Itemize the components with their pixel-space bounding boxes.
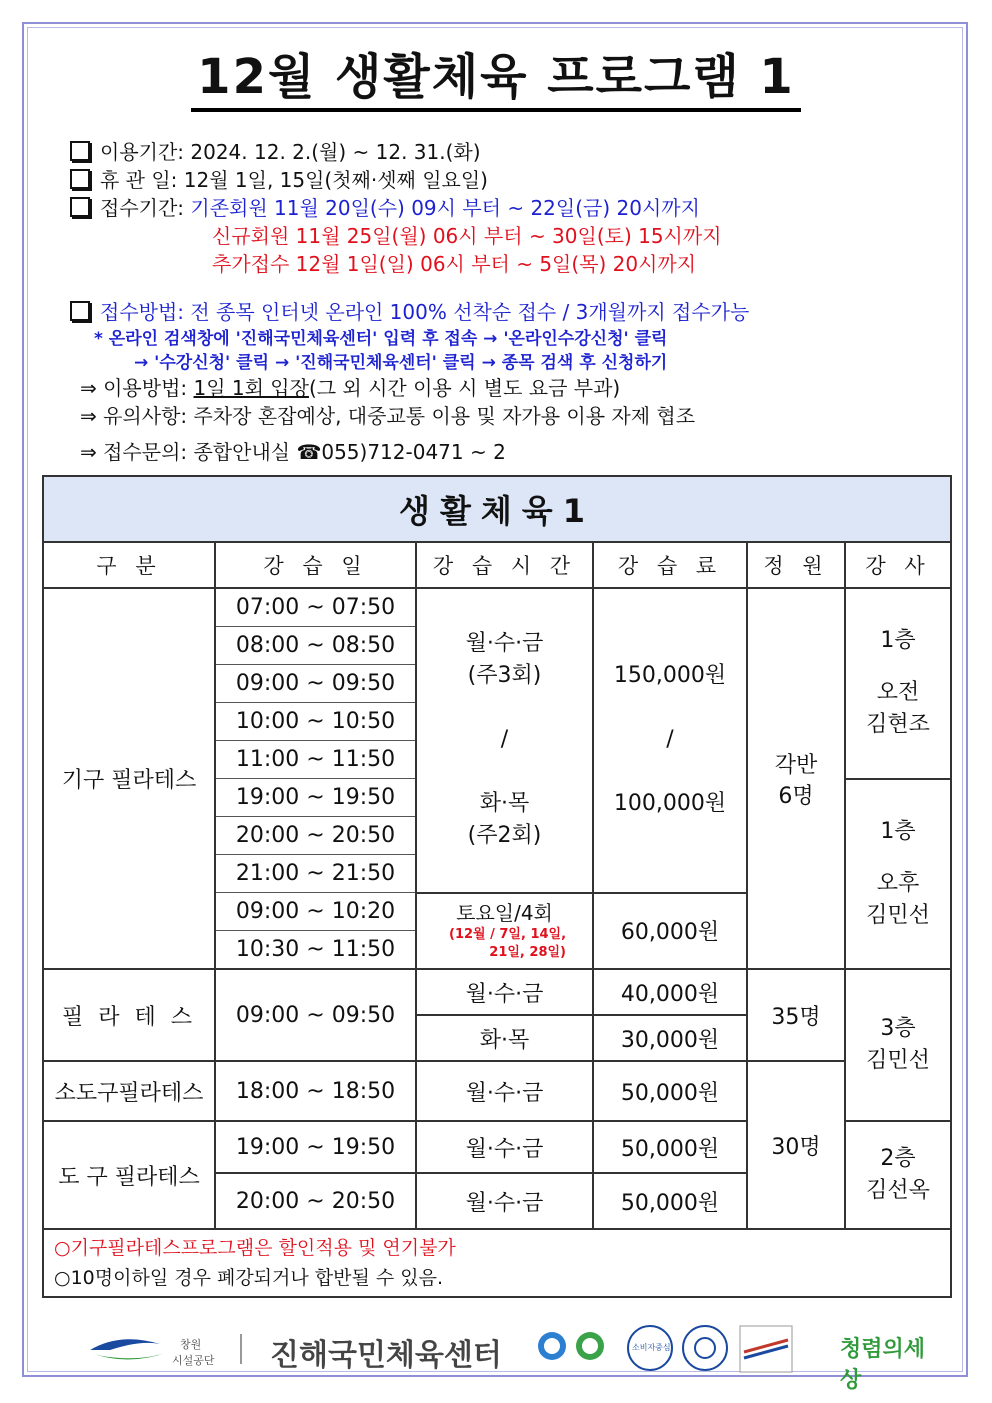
notes-row <box>43 1229 951 1297</box>
time-slot: 08:00 ~ 08:50 <box>215 627 416 665</box>
time-slot: 21:00 ~ 21:50 <box>215 855 416 893</box>
header-category: 구 분 <box>43 542 215 588</box>
reg-label: 접수기간: <box>100 196 191 220</box>
tool-fee-1: 50,000원 <box>593 1121 747 1173</box>
equip-fee-a: 150,000원 <box>613 663 727 689</box>
info-method <box>70 296 749 325</box>
tool-inst-floor: 2층 <box>880 1146 916 1171</box>
equip-fee-slash: / <box>666 727 674 753</box>
table-header-row <box>43 542 951 588</box>
reg-extra: 추가접수 12월 1일(일) 06시 부터 ~ 5일(목) 20시까지 <box>212 252 697 276</box>
org-logo-icon <box>90 1339 168 1359</box>
program-pilates-name: 필 라 테 스 <box>43 969 215 1061</box>
time-slot: 10:00 ~ 10:50 <box>215 703 416 741</box>
inst-am-time: 오전 <box>876 680 920 706</box>
program-equip-name: 기구 필라테스 <box>43 588 215 969</box>
equip-days-slash: / <box>500 727 509 753</box>
tool-days-2: 월·수·금 <box>416 1173 593 1229</box>
info-period <box>70 136 481 165</box>
tool-fee-2: 50,000원 <box>593 1173 747 1229</box>
equip-days-b: 화·목 <box>479 791 530 817</box>
certification-icon <box>740 1326 792 1372</box>
time-slot: 09:00 ~ 10:20 <box>215 893 416 931</box>
page-title-wrap <box>0 48 992 112</box>
usage-suffix: (그 외 시간 이용 시 별도 요금 부과) <box>308 376 621 400</box>
note-2: ○10명이하일 경우 폐강되거나 합반될 수 있음. <box>54 1267 444 1289</box>
mascot-icon <box>538 1332 604 1360</box>
method-note-2: → '수강신청' 클릭 → '진해국민체육센터' 클릭 → 종목 검색 후 신청하기 <box>134 353 668 373</box>
info-contact: ⇒ 접수문의: 종합안내실 ☎055)712-0471 ~ 2 <box>80 440 506 464</box>
small-fee: 50,000원 <box>593 1061 747 1121</box>
checkbox-icon <box>70 301 90 321</box>
pilates-inst-name: 김민선 <box>866 1048 930 1073</box>
info-registration <box>70 192 700 221</box>
info-closed-text: 휴 관 일: 12월 1일, 15일(첫째·셋째 일요일) <box>100 168 488 192</box>
inst-pm-name: 김민선 <box>866 902 930 928</box>
time-slot: 19:00 ~ 19:50 <box>215 779 416 817</box>
info-closed <box>70 164 488 193</box>
equip-saturday: 토요일/4회 <box>456 900 553 925</box>
page-title: 12월 생활체육 프로그램 1 <box>191 48 801 112</box>
tool-capacity: 30명 <box>747 1061 845 1229</box>
slogan: 청렴의세상 <box>840 1337 926 1393</box>
checkbox-icon <box>70 141 90 161</box>
divider <box>240 1334 242 1364</box>
sat-note-1: (12월 / 7일, 14일, <box>449 926 567 942</box>
header-days: 강 습 일 <box>215 542 416 588</box>
tool-time-2: 20:00 ~ 20:50 <box>215 1173 416 1229</box>
checkbox-icon <box>70 197 90 217</box>
program-small-name: 소도구필라테스 <box>43 1061 215 1121</box>
small-days: 월·수·금 <box>416 1061 593 1121</box>
pilates-time: 09:00 ~ 09:50 <box>215 969 416 1061</box>
reg-new: 신규회원 11월 25일(월) 06시 부터 ~ 30일(토) 15시까지 <box>212 224 722 248</box>
time-slot: 11:00 ~ 11:50 <box>215 741 416 779</box>
equip-days-a-sub: (주3회) <box>467 663 542 689</box>
equip-capacity-cell <box>747 588 845 969</box>
pilates-instructor <box>845 969 951 1121</box>
time-slot: 10:30 ~ 11:50 <box>215 931 416 970</box>
equip-saturday-cell <box>416 893 593 970</box>
equip-fee-b: 100,000원 <box>613 791 727 817</box>
table-row <box>43 1061 951 1121</box>
equip-days-cell <box>416 588 593 893</box>
reg-existing: 기존회원 11월 20일(수) 09시 부터 ~ 22일(금) 20시까지 <box>190 196 700 220</box>
equip-instructor-pm <box>845 779 951 970</box>
tool-instructor <box>845 1121 951 1229</box>
equip-days-a: 월·수·금 <box>465 631 544 657</box>
usage-prefix: ⇒ 이용방법: <box>80 376 194 400</box>
tool-inst-name: 김선옥 <box>866 1178 930 1203</box>
table-band-title: 생활체육1 <box>43 476 951 542</box>
schedule-table <box>42 475 952 1298</box>
header-instructor: 강 사 <box>845 542 951 588</box>
note-1: ○기구필라테스프로그램은 할인적용 및 연기불가 <box>54 1237 456 1259</box>
time-slot: 20:00 ~ 20:50 <box>215 817 416 855</box>
inst-am-name: 김현조 <box>866 712 930 738</box>
equip-saturday-fee: 60,000원 <box>593 893 747 970</box>
info-period-text: 이용기간: 2024. 12. 2.(월) ~ 12. 31.(화) <box>100 140 481 164</box>
footer <box>80 1322 940 1393</box>
usage-underline: 1일 1회 입장 <box>193 376 309 400</box>
inst-pm-floor: 1층 <box>880 818 916 844</box>
pilates-days-2: 화·목 <box>416 1015 593 1061</box>
tool-days-1: 월·수·금 <box>416 1121 593 1173</box>
table-row <box>43 588 951 627</box>
header-time: 강 습 시 간 <box>416 542 593 588</box>
program-tool-name: 도 구 필라테스 <box>43 1121 215 1229</box>
pilates-days-1: 월·수·금 <box>416 969 593 1015</box>
equip-capacity-count: 6명 <box>778 783 814 809</box>
footer-logos <box>80 1322 940 1378</box>
header-capacity: 정 원 <box>747 542 845 588</box>
org-logo-text-2: 시설공단 <box>172 1354 215 1367</box>
equip-fee-cell <box>593 588 747 893</box>
pilates-fee-1: 40,000원 <box>593 969 747 1015</box>
small-time: 18:00 ~ 18:50 <box>215 1061 416 1121</box>
org-logo-text-1: 창원 <box>180 1338 202 1351</box>
checkbox-icon <box>70 169 90 189</box>
tool-time-1: 19:00 ~ 19:50 <box>215 1121 416 1173</box>
inst-am-floor: 1층 <box>880 628 916 654</box>
pilates-inst-floor: 3층 <box>880 1016 916 1041</box>
equip-capacity: 각반 <box>774 752 818 778</box>
header-fee: 강 습 료 <box>593 542 747 588</box>
table-row <box>43 969 951 1015</box>
pilates-capacity: 35명 <box>747 969 845 1061</box>
info-usage <box>80 372 620 401</box>
time-slot: 07:00 ~ 07:50 <box>215 588 416 627</box>
notes-cell <box>43 1229 951 1297</box>
info-caution: ⇒ 유의사항: 주차장 혼잡예상, 대중교통 이용 및 자가용 이용 자제 협조 <box>80 404 696 428</box>
equip-instructor-am <box>845 588 951 779</box>
equip-days-b-sub: (주2회) <box>467 823 542 849</box>
center-name: 진해국민체육센터 <box>270 1338 502 1373</box>
consumer-badge-text: 소비자중심 <box>632 1343 671 1352</box>
seal-icon <box>683 1326 727 1370</box>
inst-pm-time: 오후 <box>876 870 920 896</box>
method-note-1: * 온라인 검색창에 '진해국민체육센터' 입력 후 접속 → '온라인수강신청' 클릭 <box>94 329 668 349</box>
pilates-fee-2: 30,000원 <box>593 1015 747 1061</box>
method-text: 접수방법: 전 종목 인터넷 온라인 100% 선착순 접수 / 3개월까지 접수가능 <box>100 300 750 324</box>
time-slot: 09:00 ~ 09:50 <box>215 665 416 703</box>
sat-note-2: 21일, 28일) <box>489 944 566 960</box>
